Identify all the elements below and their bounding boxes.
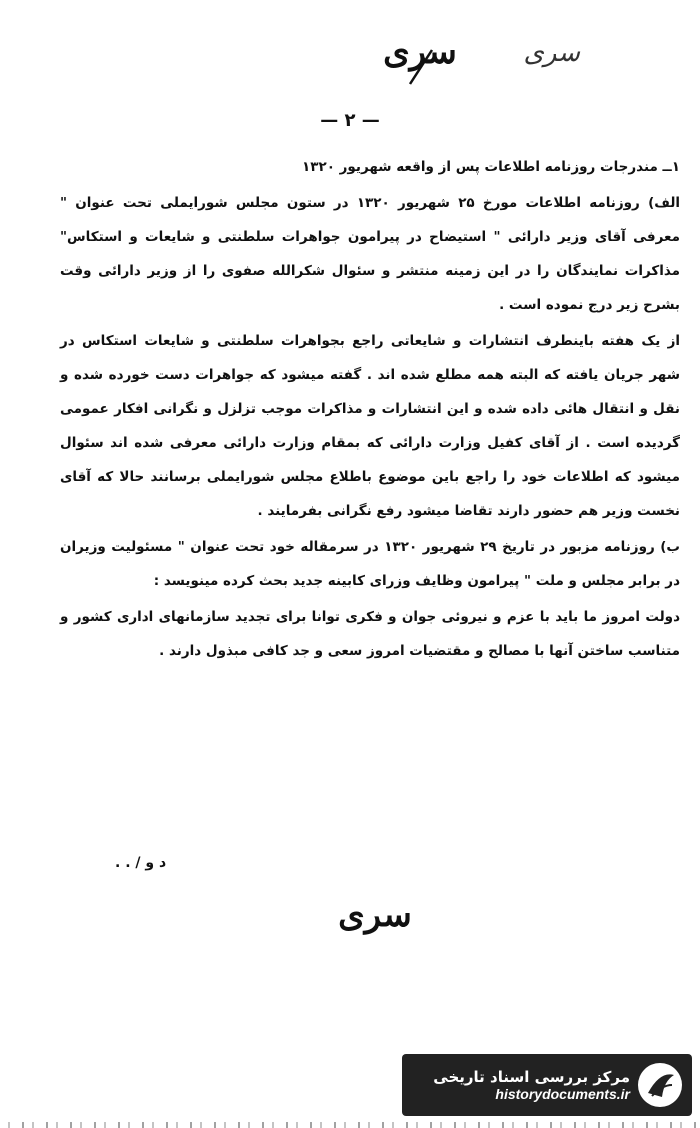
secret-stamp [320,32,520,92]
watermark-url: historydocuments.ir [495,1086,630,1102]
paragraph-alef: الف) روزنامه اطلاعات مورخ ۲۵ شهریور ۱۳۲۰ در ستون مجلس شورایملی تحت عنوان " معرفی آقای وزیر دارائی " استیضاح در پیرامون جواهرات سلطنتی و شایعات و استکاس" مذاکرات نمایندگان را در این زمینه منتشر و سئوال شکرالله صفوی را از وزیر دارائی وقت بشرح زیر درج نموده است . [60,195,681,313]
section-heading: ۱ــ مندرجات روزنامه اطلاعات پس از واقعه شهریور ۱۳۲۰ [301,159,680,175]
paragraph-quote: از یک هفته باینطرف انتشارات و شایعاتی راجع بجواهرات سلطنتی و شایعات استکاس در شهر جریان یافته که البته همه مطلع شده اند . گفته میشود که جواهرات دست خورده شده و نقل و انتقال هائی داده شده و این انتشارات و مذاکرات موجب تزلزل و نگرانی افکار عمومی گردیده است . از آقای کفیل وزارت دارائی که بمقام وزارت دارائی معرفی شده اند سئوال میشود که اطلاعات خود را راجع باین موضوع باطلاع مجلس شورایملی برسانند حالا که آقای نخست وزیر هم حضور دارند تقاضا میشود رفع نگرانی بفرمایند . [60,333,680,519]
handwritten-mark [500,38,580,78]
handwritten-mark-text: سرى [523,38,580,68]
archive-logo-icon [638,1063,682,1107]
closing-code: د و / . . [115,855,167,871]
secret-stamp-text: سرى [383,32,457,72]
stamp-strike-mark [320,32,520,92]
signature-text: سرى [338,895,412,935]
signature-stamp [320,895,430,955]
paragraph-conclusion: دولت امروز ما باید با عزم و نیروئی جوان و فکری توانا برای تجدید سازمانهای اداری کشور و متناسب ساختن آنها با مصالح و مقتضیات امروز سعی و جد کافی مبذول دارند . [60,609,680,659]
archive-watermark [402,1054,692,1116]
scan-edge-noise [0,1122,700,1128]
paragraph-be: ب) روزنامه مزبور در تاریخ ۲۹ شهریور ۱۳۲۰ در سرمقاله خود تحت عنوان " مسئولیت وزیران در برابر مجلس و ملت " پیرامون وظایف وزرای کابینه جدید بحث کرده مینویسد : [60,539,680,589]
watermark-title: مرکز بررسی اسناد تاریخی [433,1068,630,1086]
document-body [60,150,680,668]
page-number: — ۲ — [320,110,380,131]
watermark-text [433,1068,630,1102]
